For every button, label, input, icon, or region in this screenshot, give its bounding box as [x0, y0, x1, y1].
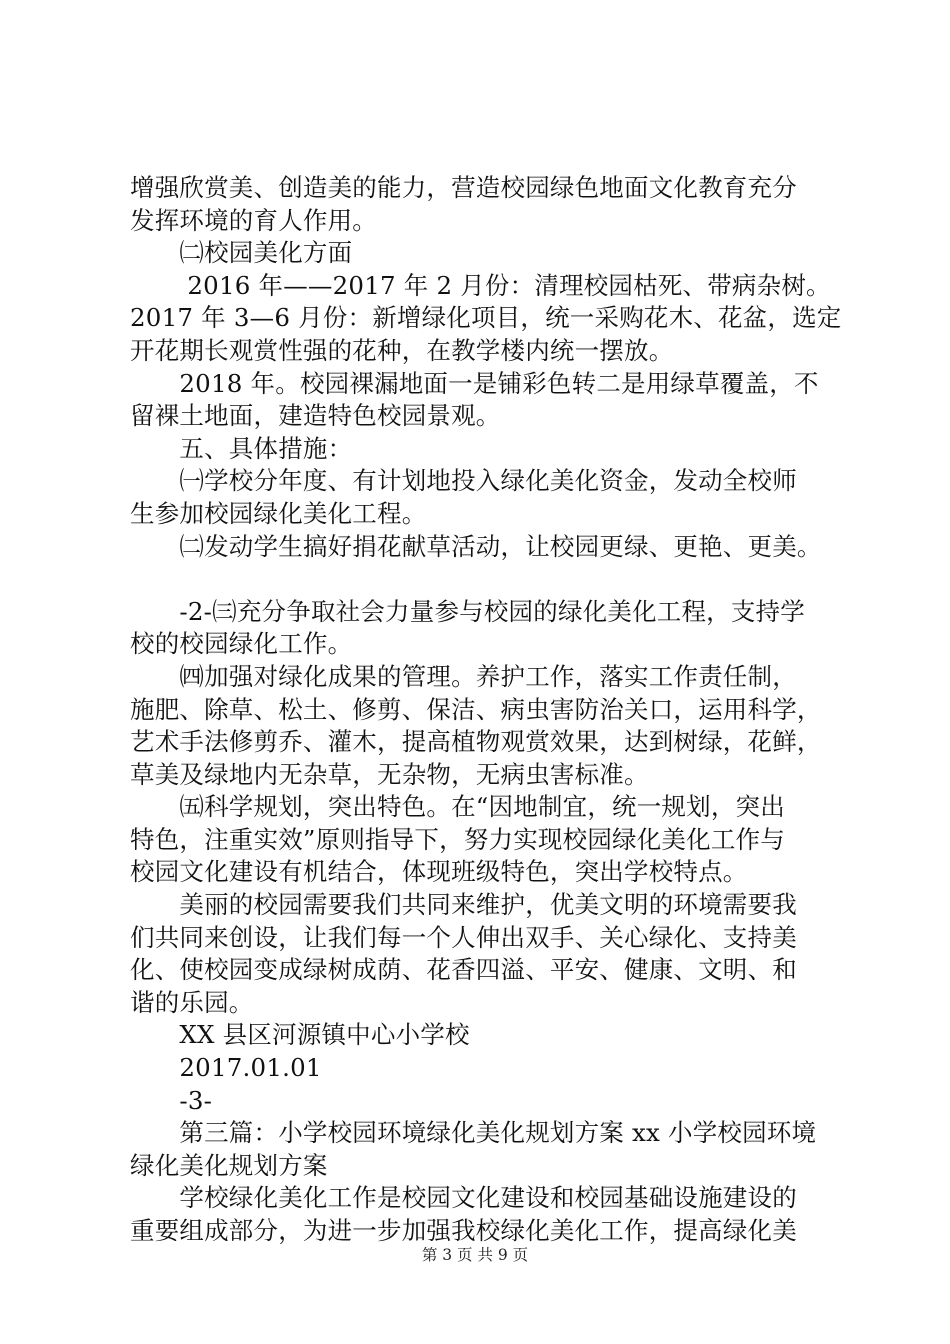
text-line: 绿化美化规划方案: [130, 1150, 328, 1180]
text-line: 们共同来创设，让我们每一个人伸出双手、关心绿化、支持美: [130, 922, 797, 952]
text-line: 谐的乐园。: [130, 987, 254, 1017]
text-line: -3-: [130, 1085, 213, 1115]
page-footer: 第 3 页 共 9 页: [421, 1246, 529, 1264]
text-line: 增强欣赏美、创造美的能力，营造校园绿色地面文化教育充分: [130, 173, 797, 202]
text-line: 2016 年——2017 年 2 月份：清理校园枯死、带病杂树。: [130, 270, 831, 300]
text-line: 艺术手法修剪乔、灌木，提高植物观赏效果，达到树绿，花鲜，: [130, 727, 822, 757]
text-line: ㈤科学规划，突出特色。在“因地制宜，统一规划，突出: [130, 792, 785, 822]
text-line: 五、具体措施：: [130, 433, 353, 463]
text-line: 美丽的校园需要我们共同来维护，优美文明的环境需要我: [130, 890, 797, 920]
text-line: 发挥环境的育人作用。: [130, 205, 377, 235]
text-line: XX 县区河源镇中心小学校: [130, 1020, 470, 1050]
text-line: 校园文化建设有机结合，体现班级特色，突出学校特点。: [130, 857, 748, 887]
text-line: 2018 年。校园裸漏地面一是铺彩色转二是用绿草覆盖，不: [130, 368, 819, 398]
text-line: -2-㈢充分争取社会力量参与校园的绿化美化工程，支持学: [130, 596, 805, 626]
text-line: 第三篇：小学校园环境绿化美化规划方案 xx 小学校园环境: [130, 1118, 817, 1148]
text-line: 2017.01.01: [130, 1053, 322, 1083]
text-line: 留裸土地面，建造特色校园景观。: [130, 401, 501, 431]
text-line: 特色，注重实效”原则指导下，努力实现校园绿化美化工作与: [130, 824, 785, 854]
text-line: 学校绿化美化工作是校园文化建设和校园基础设施建设的: [130, 1183, 797, 1213]
text-line: 施肥、除草、松土、修剪、保洁、病虫害防治关口，运用科学，: [130, 694, 822, 724]
text-line: ㈡校园美化方面: [130, 238, 353, 268]
text-line: ㈡发动学生搞好捐花献草活动，让校园更绿、更艳、更美。: [130, 531, 822, 561]
text-line: 2017 年 3—6 月份：新增绿化项目，统一采购花木、花盆，选定: [130, 303, 842, 333]
text-line: 生参加校园绿化美化工程。: [130, 498, 427, 528]
text-line: ㈣加强对绿化成果的管理。养护工作，落实工作责任制，: [130, 661, 797, 691]
text-line: 开花期长观赏性强的花种，在教学楼内统一摆放。: [130, 335, 674, 365]
text-line: 草美及绿地内无杂草，无杂物，无病虫害标准。: [130, 759, 649, 789]
document-body: [130, 172, 842, 1248]
text-line: ㈠学校分年度、有计划地投入绿化美化资金，发动全校师: [130, 466, 797, 496]
text-line: 化、使校园变成绿树成荫、花香四溢、平安、健康、文明、和: [130, 955, 797, 985]
blank-line: [130, 563, 830, 596]
text-line: 重要组成部分，为进一步加强我校绿化美化工作，提高绿化美: [130, 1216, 797, 1245]
text-line: 校的校园绿化工作。: [130, 629, 353, 659]
